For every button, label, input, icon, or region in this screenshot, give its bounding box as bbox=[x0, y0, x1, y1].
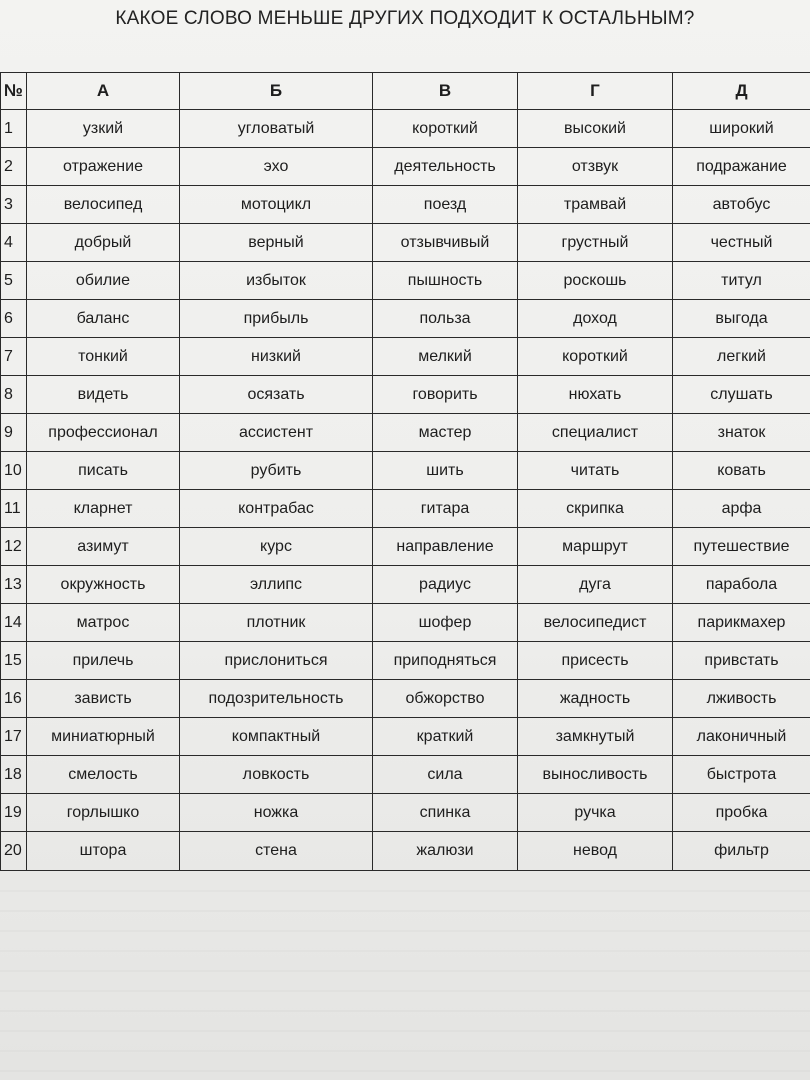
cell-d: путешествие bbox=[673, 528, 810, 566]
cell-g: ручка bbox=[518, 794, 673, 832]
cell-a: горлышко bbox=[27, 794, 180, 832]
table-row bbox=[1, 338, 810, 376]
cell-a: окружность bbox=[27, 566, 180, 604]
cell-a: баланс bbox=[27, 300, 180, 338]
cell-g: грустный bbox=[518, 224, 673, 262]
cell-g: трамвай bbox=[518, 186, 673, 224]
table-row bbox=[1, 414, 810, 452]
row-number: 9 bbox=[1, 414, 27, 452]
cell-g: маршрут bbox=[518, 528, 673, 566]
row-number: 11 bbox=[1, 490, 27, 528]
table-row bbox=[1, 604, 810, 642]
cell-b: прислониться bbox=[180, 642, 373, 680]
column-header-v: В bbox=[373, 73, 518, 110]
cell-d: пробка bbox=[673, 794, 810, 832]
cell-v: сила bbox=[373, 756, 518, 794]
cell-d: слушать bbox=[673, 376, 810, 414]
row-number: 20 bbox=[1, 832, 27, 871]
table-header-row bbox=[1, 73, 810, 110]
cell-g: велосипедист bbox=[518, 604, 673, 642]
row-number: 6 bbox=[1, 300, 27, 338]
table-row bbox=[1, 300, 810, 338]
row-number: 7 bbox=[1, 338, 27, 376]
table-row bbox=[1, 224, 810, 262]
column-header-d: Д bbox=[673, 73, 810, 110]
cell-v: говорить bbox=[373, 376, 518, 414]
table-row bbox=[1, 756, 810, 794]
cell-g: выносливость bbox=[518, 756, 673, 794]
table-row bbox=[1, 528, 810, 566]
cell-v: жалюзи bbox=[373, 832, 518, 871]
row-number: 10 bbox=[1, 452, 27, 490]
cell-b: подозрительность bbox=[180, 680, 373, 718]
cell-b: угловатый bbox=[180, 110, 373, 148]
cell-g: отзвук bbox=[518, 148, 673, 186]
cell-g: читать bbox=[518, 452, 673, 490]
cell-b: низкий bbox=[180, 338, 373, 376]
cell-d: парикмахер bbox=[673, 604, 810, 642]
row-number: 5 bbox=[1, 262, 27, 300]
cell-a: отражение bbox=[27, 148, 180, 186]
cell-v: польза bbox=[373, 300, 518, 338]
table-row bbox=[1, 566, 810, 604]
cell-g: доход bbox=[518, 300, 673, 338]
column-header-g: Г bbox=[518, 73, 673, 110]
cell-a: профессионал bbox=[27, 414, 180, 452]
cell-b: мотоцикл bbox=[180, 186, 373, 224]
cell-b: курс bbox=[180, 528, 373, 566]
cell-b: ловкость bbox=[180, 756, 373, 794]
row-number: 3 bbox=[1, 186, 27, 224]
cell-v: шофер bbox=[373, 604, 518, 642]
table-row bbox=[1, 490, 810, 528]
table-row bbox=[1, 680, 810, 718]
cell-v: мастер bbox=[373, 414, 518, 452]
cell-v: короткий bbox=[373, 110, 518, 148]
cell-v: обжорство bbox=[373, 680, 518, 718]
table-row bbox=[1, 832, 810, 871]
cell-b: компактный bbox=[180, 718, 373, 756]
cell-d: лаконичный bbox=[673, 718, 810, 756]
cell-d: арфа bbox=[673, 490, 810, 528]
cell-b: ножка bbox=[180, 794, 373, 832]
table-row bbox=[1, 794, 810, 832]
cell-b: ассистент bbox=[180, 414, 373, 452]
cell-b: эхо bbox=[180, 148, 373, 186]
cell-b: эллипс bbox=[180, 566, 373, 604]
cell-a: матрос bbox=[27, 604, 180, 642]
cell-d: автобус bbox=[673, 186, 810, 224]
cell-v: шить bbox=[373, 452, 518, 490]
table-row bbox=[1, 186, 810, 224]
cell-b: верный bbox=[180, 224, 373, 262]
cell-g: скрипка bbox=[518, 490, 673, 528]
row-number: 18 bbox=[1, 756, 27, 794]
row-number: 15 bbox=[1, 642, 27, 680]
cell-a: кларнет bbox=[27, 490, 180, 528]
cell-g: специалист bbox=[518, 414, 673, 452]
cell-a: смелость bbox=[27, 756, 180, 794]
cell-v: радиус bbox=[373, 566, 518, 604]
row-number: 13 bbox=[1, 566, 27, 604]
row-number: 16 bbox=[1, 680, 27, 718]
row-number: 19 bbox=[1, 794, 27, 832]
row-number: 1 bbox=[1, 110, 27, 148]
cell-d: ковать bbox=[673, 452, 810, 490]
cell-d: легкий bbox=[673, 338, 810, 376]
cell-g: присесть bbox=[518, 642, 673, 680]
cell-a: тонкий bbox=[27, 338, 180, 376]
cell-d: лживость bbox=[673, 680, 810, 718]
cell-g: высокий bbox=[518, 110, 673, 148]
cell-a: прилечь bbox=[27, 642, 180, 680]
cell-g: жадность bbox=[518, 680, 673, 718]
cell-g: роскошь bbox=[518, 262, 673, 300]
cell-b: контрабас bbox=[180, 490, 373, 528]
word-table bbox=[0, 72, 810, 871]
cell-a: велосипед bbox=[27, 186, 180, 224]
cell-g: дуга bbox=[518, 566, 673, 604]
cell-b: прибыль bbox=[180, 300, 373, 338]
word-table-container bbox=[0, 72, 810, 871]
table-row bbox=[1, 642, 810, 680]
cell-v: направление bbox=[373, 528, 518, 566]
cell-a: видеть bbox=[27, 376, 180, 414]
table-row bbox=[1, 262, 810, 300]
cell-d: титул bbox=[673, 262, 810, 300]
row-number: 12 bbox=[1, 528, 27, 566]
cell-a: добрый bbox=[27, 224, 180, 262]
cell-v: поезд bbox=[373, 186, 518, 224]
cell-d: парабола bbox=[673, 566, 810, 604]
column-header-b: Б bbox=[180, 73, 373, 110]
cell-v: приподняться bbox=[373, 642, 518, 680]
table-row bbox=[1, 148, 810, 186]
cell-v: спинка bbox=[373, 794, 518, 832]
table-row bbox=[1, 376, 810, 414]
cell-g: короткий bbox=[518, 338, 673, 376]
cell-g: нюхать bbox=[518, 376, 673, 414]
table-row bbox=[1, 110, 810, 148]
cell-b: рубить bbox=[180, 452, 373, 490]
row-number: 8 bbox=[1, 376, 27, 414]
cell-a: штора bbox=[27, 832, 180, 871]
row-number: 17 bbox=[1, 718, 27, 756]
cell-v: гитара bbox=[373, 490, 518, 528]
cell-d: подражание bbox=[673, 148, 810, 186]
row-number: 14 bbox=[1, 604, 27, 642]
cell-b: избыток bbox=[180, 262, 373, 300]
cell-d: быстрота bbox=[673, 756, 810, 794]
page-lower-margin bbox=[0, 872, 810, 1080]
cell-d: знаток bbox=[673, 414, 810, 452]
cell-v: мелкий bbox=[373, 338, 518, 376]
table-row bbox=[1, 718, 810, 756]
cell-d: выгода bbox=[673, 300, 810, 338]
cell-a: обилие bbox=[27, 262, 180, 300]
cell-v: отзывчивый bbox=[373, 224, 518, 262]
page-title: КАКОЕ СЛОВО МЕНЬШЕ ДРУГИХ ПОДХОДИТ К ОСТАЛЬНЫМ? bbox=[115, 8, 695, 29]
cell-a: узкий bbox=[27, 110, 180, 148]
row-number: 2 bbox=[1, 148, 27, 186]
cell-v: краткий bbox=[373, 718, 518, 756]
cell-a: писать bbox=[27, 452, 180, 490]
cell-g: замкнутый bbox=[518, 718, 673, 756]
cell-a: зависть bbox=[27, 680, 180, 718]
column-header-number: № bbox=[1, 73, 27, 110]
cell-a: миниатюрный bbox=[27, 718, 180, 756]
cell-a: азимут bbox=[27, 528, 180, 566]
cell-d: широкий bbox=[673, 110, 810, 148]
cell-b: стена bbox=[180, 832, 373, 871]
cell-g: невод bbox=[518, 832, 673, 871]
table-row bbox=[1, 452, 810, 490]
row-number: 4 bbox=[1, 224, 27, 262]
cell-v: пышность bbox=[373, 262, 518, 300]
cell-b: осязать bbox=[180, 376, 373, 414]
cell-d: честный bbox=[673, 224, 810, 262]
cell-d: привстать bbox=[673, 642, 810, 680]
column-header-a: А bbox=[27, 73, 180, 110]
cell-v: деятельность bbox=[373, 148, 518, 186]
cell-d: фильтр bbox=[673, 832, 810, 871]
cell-b: плотник bbox=[180, 604, 373, 642]
